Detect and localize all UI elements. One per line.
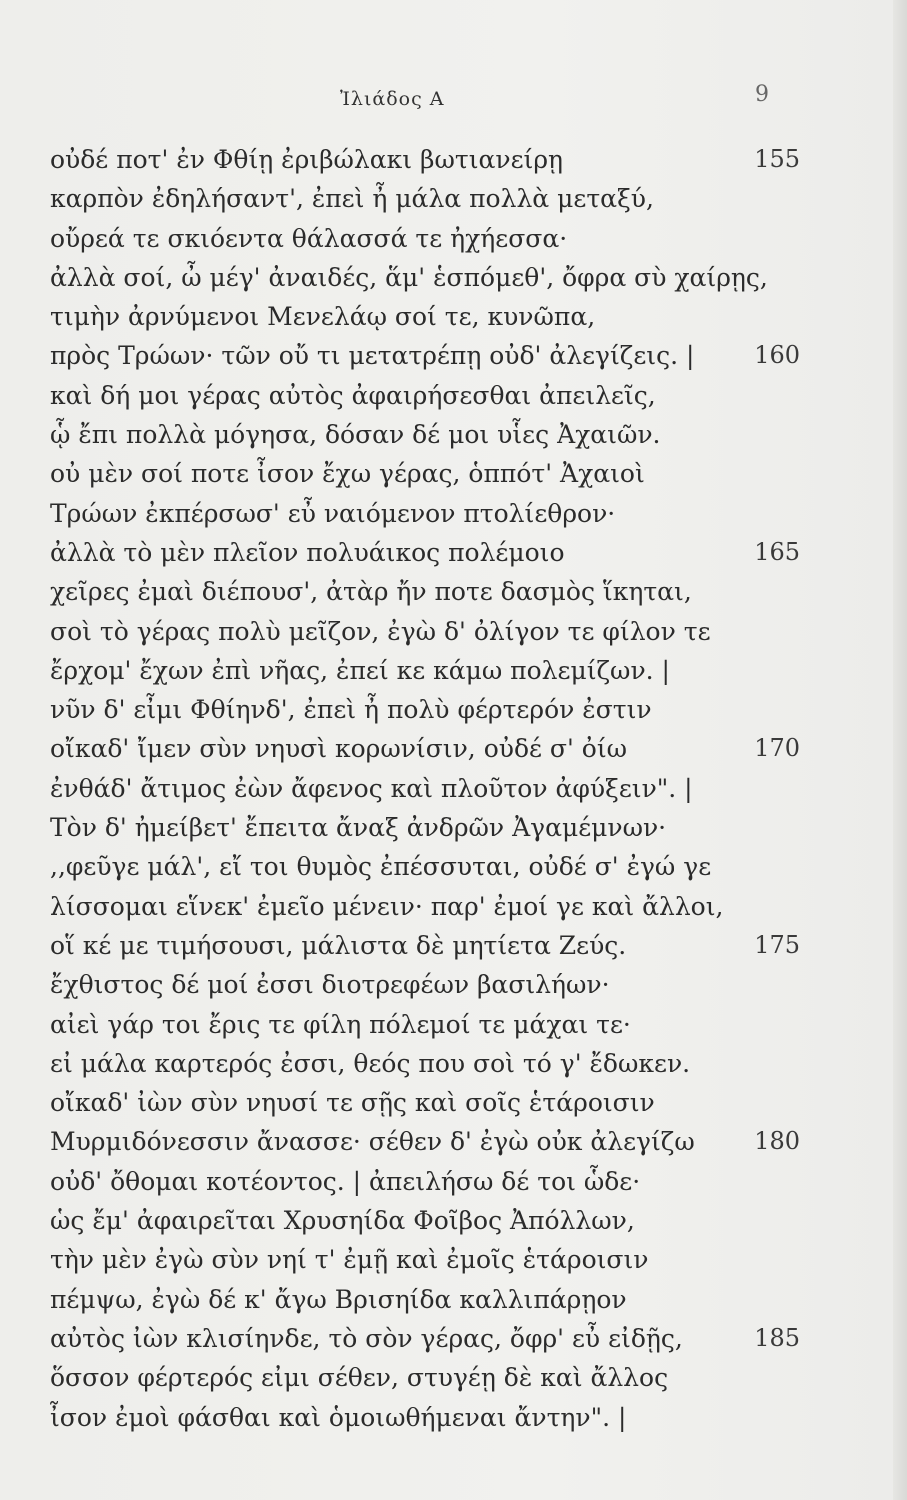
verse-block: [50, 140, 800, 1437]
verse-line: [50, 297, 800, 336]
verse-text: οὐδ' ὄθομαι κοτέοντος. | ἀπειλήσω δέ τοι ὧδε·: [50, 1166, 641, 1196]
verse-line: [50, 651, 800, 690]
verse-line: [50, 1122, 800, 1161]
verse-line: [50, 1398, 800, 1437]
line-number: 165: [754, 537, 800, 566]
verse-line: [50, 533, 800, 572]
verse-line: [50, 729, 800, 768]
verse-line: [50, 494, 800, 533]
verse-line: [50, 1083, 800, 1122]
verse-text: νῦν δ' εἶμι Φθίηνδ', ἐπεὶ ἦ πολὺ φέρτερόν ἐστιν: [50, 695, 652, 725]
verse-line: [50, 808, 800, 847]
verse-text: πέμψω, ἐγὼ δέ κ' ἄγω Βρισηίδα καλλιπάρῃον: [50, 1284, 627, 1314]
verse-line: [50, 1358, 800, 1397]
verse-text: οἵ κέ με τιμήσουσι, μάλιστα δὲ μητίετα Ζεύς.: [50, 930, 627, 960]
verse-text: σοὶ τὸ γέρας πολὺ μεῖζον, ἐγὼ δ' ὀλίγον τε φίλον τε: [50, 616, 711, 646]
page-header: [0, 78, 907, 118]
verse-text: οἴκαδ' ἰὼν σὺν νηυσί τε σῇς καὶ σοῖς ἑτάροισιν: [50, 1088, 655, 1118]
line-number: 170: [754, 734, 800, 763]
verse-line: [50, 926, 800, 965]
line-number: 175: [754, 930, 800, 959]
verse-line: [50, 376, 800, 415]
verse-text: χεῖρες ἐμαὶ διέπουσ', ἀτὰρ ἤν ποτε δασμὸς ἵκηται,: [50, 577, 692, 607]
verse-line: [50, 1044, 800, 1083]
page-edge: [893, 0, 907, 1500]
verse-line: [50, 140, 800, 179]
verse-text: Μυρμιδόνεσσιν ἄνασσε· σέθεν δ' ἐγὼ οὐκ ἀλεγίζω: [50, 1127, 695, 1157]
line-number: 155: [754, 145, 800, 173]
verse-text: αἰεὶ γάρ τοι ἔρις τε φίλη πόλεμοί τε μάχαι τε·: [50, 1009, 631, 1039]
verse-text: οὐ μὲν σοί ποτε ἶσον ἔχω γέρας, ὁππότ' Ἀχαιοὶ: [50, 459, 645, 489]
verse-line: [50, 336, 800, 375]
verse-text: αὐτὸς ἰὼν κλισίηνδε, τὸ σὸν γέρας, ὄφρ' εὖ εἰδῇς,: [50, 1323, 683, 1353]
verse-text: λίσσομαι εἵνεκ' ἐμεῖο μένειν· παρ' ἐμοί γε καὶ ἄλλοι,: [50, 891, 724, 921]
verse-line: [50, 847, 800, 886]
verse-text: ἶσον ἐμοὶ φάσθαι καὶ ὁμοιωθήμεναι ἄντην". |: [50, 1402, 627, 1432]
verse-line: [50, 572, 800, 611]
line-number: 160: [754, 341, 800, 370]
verse-text: ᾧ ἔπι πολλὰ μόγησα, δόσαν δέ μοι υἷες Ἀχαιῶν.: [50, 420, 661, 450]
line-number: 180: [754, 1127, 800, 1156]
verse-text: καρπὸν ἐδηλήσαντ', ἐπεὶ ἦ μάλα πολλὰ μεταξύ,: [50, 184, 654, 214]
verse-text: ἔχθιστος δέ μοί ἐσσι διοτρεφέων βασιλήων·: [50, 970, 610, 1000]
page-number: 9: [755, 82, 769, 107]
line-number: 185: [754, 1323, 800, 1352]
verse-line: [50, 219, 800, 258]
verse-text: πρὸς Τρώων· τῶν οὔ τι μετατρέπῃ οὐδ' ἀλεγίζεις. |: [50, 341, 695, 371]
verse-line: [50, 1319, 800, 1358]
verse-text: ἐνθάδ' ἄτιμος ἐὼν ἄφενος καὶ πλοῦτον ἀφύξειν". |: [50, 773, 693, 803]
verse-line: [50, 1240, 800, 1279]
verse-line: [50, 415, 800, 454]
verse-text: ἔρχομ' ἔχων ἐπὶ νῆας, ἐπεί κε κάμω πολεμίζων. |: [50, 655, 670, 685]
verse-text: ἀλλὰ σοί, ὦ μέγ' ἀναιδές, ἅμ' ἑσπόμεθ', ὄφρα σὺ χαίρῃς,: [50, 262, 768, 292]
verse-text: οἴκαδ' ἴμεν σὺν νηυσὶ κορωνίσιν, οὐδέ σ' ὀίω: [50, 734, 628, 764]
verse-line: [50, 454, 800, 493]
verse-line: [50, 612, 800, 651]
verse-line: [50, 1280, 800, 1319]
verse-text: ὡς ἔμ' ἀφαιρεῖται Χρυσηίδα Φοῖβος Ἀπόλλων,: [50, 1206, 635, 1236]
verse-line: [50, 965, 800, 1004]
verse-text: Τρώων ἐκπέρσωσ' εὖ ναιόμενον πτολίεθρον·: [50, 498, 616, 528]
verse-text: εἰ μάλα καρτερός ἐσσι, θεός που σοὶ τό γ' ἔδωκεν.: [50, 1048, 691, 1078]
verse-text: ,,φεῦγε μάλ', εἴ τοι θυμὸς ἐπέσσυται, οὐδέ σ' ἐγώ γε: [50, 852, 712, 882]
verse-line: [50, 1005, 800, 1044]
verse-text: τιμὴν ἀρνύμενοι Μενελάῳ σοί τε, κυνῶπα,: [50, 302, 596, 332]
verse-text: Τὸν δ' ἠμείβετ' ἔπειτα ἄναξ ἀνδρῶν Ἀγαμέμνων·: [50, 813, 667, 843]
verse-line: [50, 690, 800, 729]
verse-line: [50, 887, 800, 926]
verse-text: οὐδέ ποτ' ἐν Φθίῃ ἐριβώλακι βωτιανείρῃ: [50, 145, 564, 174]
verse-line: [50, 769, 800, 808]
verse-text: οὔρεά τε σκιόεντα θάλασσά τε ἠχήεσσα·: [50, 223, 568, 253]
verse-text: τὴν μὲν ἐγὼ σὺν νηί τ' ἐμῇ καὶ ἐμοῖς ἑτάροισιν: [50, 1245, 649, 1275]
verse-line: [50, 1162, 800, 1201]
verse-text: καὶ δή μοι γέρας αὐτὸς ἀφαιρήσεσθαι ἀπειλεῖς,: [50, 380, 656, 410]
running-title: Ἰλιάδος Α: [340, 88, 445, 110]
verse-line: [50, 258, 800, 297]
verse-text: ἀλλὰ τὸ μὲν πλεῖον πολυάικος πολέμοιο: [50, 537, 565, 567]
verse-line: [50, 1201, 800, 1240]
verse-text: ὅσσον φέρτερός εἰμι σέθεν, στυγέῃ δὲ καὶ ἄλλος: [50, 1363, 669, 1393]
verse-line: [50, 179, 800, 218]
